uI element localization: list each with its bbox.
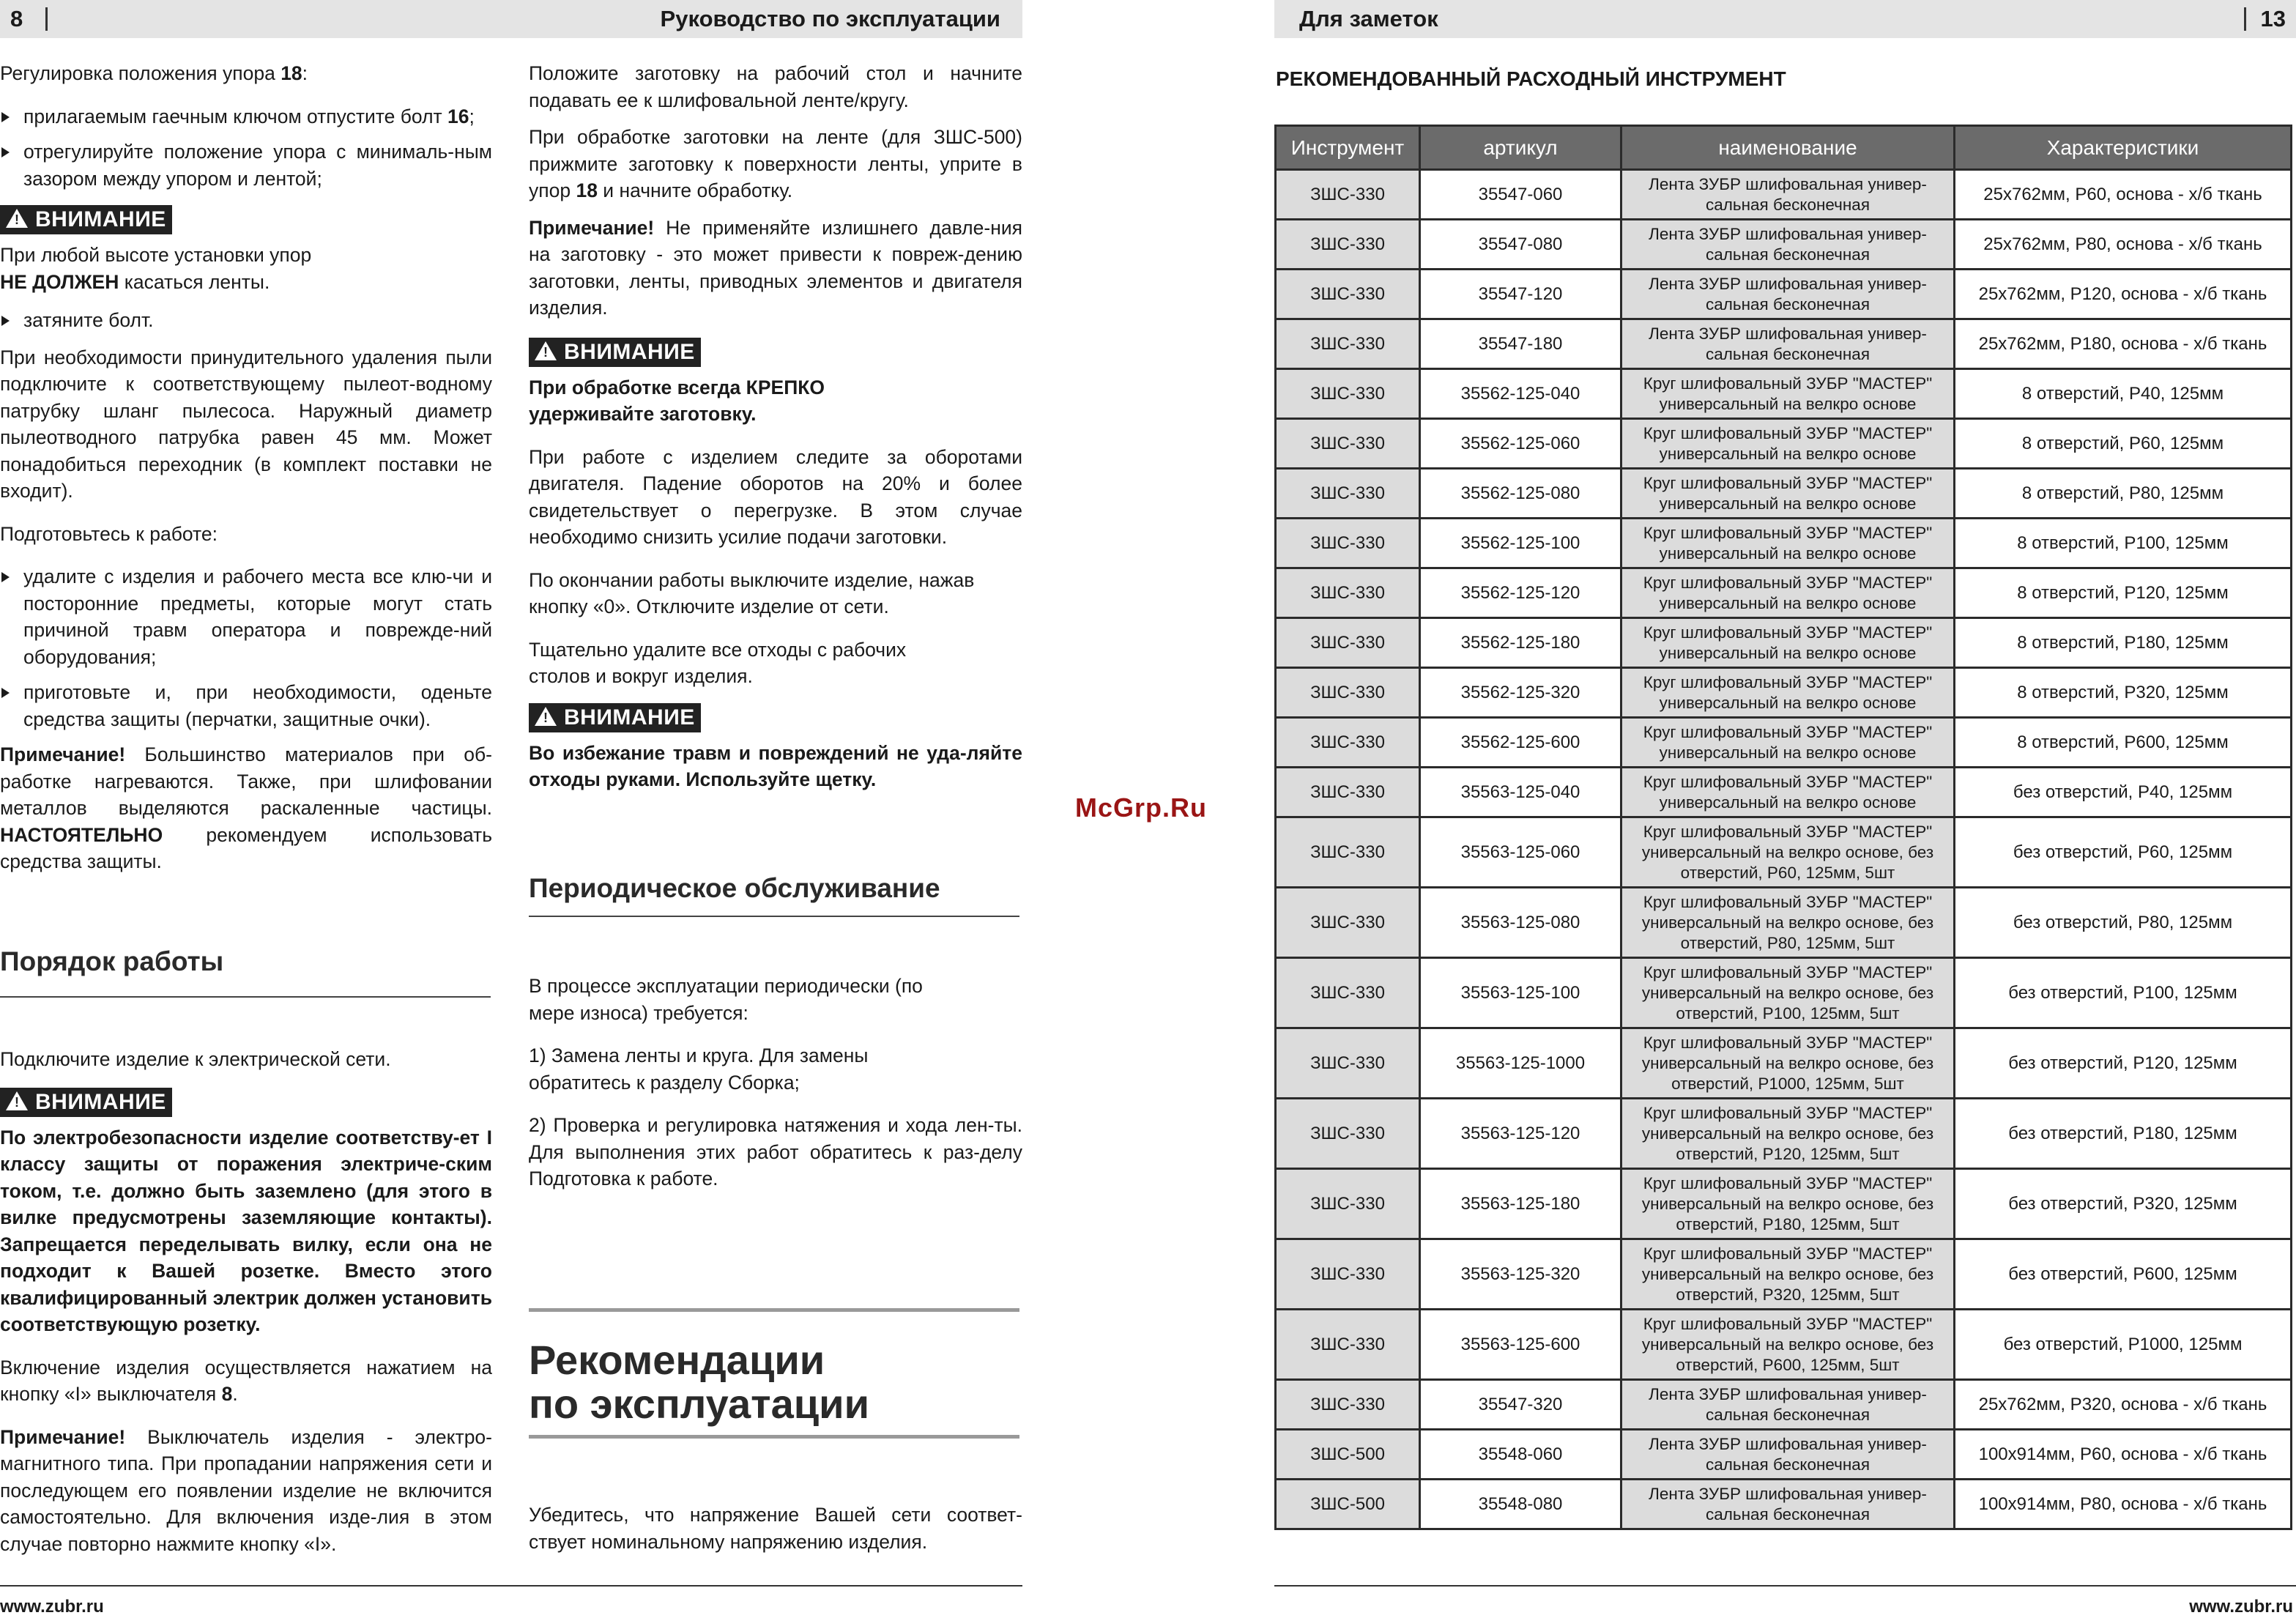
paragraph-prepare: Подготовьтесь к работе: bbox=[0, 522, 218, 545]
table-body bbox=[1276, 170, 2292, 1529]
cell-article: 35547-080 bbox=[1420, 220, 1621, 270]
cell-tool: ЗШС-330 bbox=[1276, 668, 1420, 718]
cell-name: Круг шлифовальный ЗУБР "МАСТЕР" универсальный на велкро основе, без отверстий, P100, 125мм, 5шт bbox=[1621, 958, 1955, 1028]
left-column-1-lower bbox=[0, 1046, 492, 1573]
paragraph: Убедитесь, что напряжение Вашей сети соответ-ствует номинальному напряжению изделия. bbox=[529, 1504, 1022, 1553]
table-row bbox=[1276, 1310, 2292, 1380]
header-divider bbox=[2244, 7, 2246, 31]
cell-name: Круг шлифовальный ЗУБР "МАСТЕР" универсальный на велкро основе, без отверстий, P600, 125мм, 5шт bbox=[1621, 1310, 1955, 1380]
cell-specs: без отверстий, P80, 125мм bbox=[1955, 888, 2292, 958]
cell-name: Круг шлифовальный ЗУБР "МАСТЕР" универсальный на велкро основе bbox=[1621, 768, 1955, 817]
cell-specs: 25х762мм, P60, основа - х/б ткань bbox=[1955, 170, 2292, 220]
cell-article: 35562-125-180 bbox=[1420, 618, 1621, 668]
cell-specs: без отверстий, P40, 125мм bbox=[1955, 768, 2292, 817]
cell-specs: 25х762мм, P120, основа - х/б ткань bbox=[1955, 270, 2292, 319]
cell-name: Лента ЗУБР шлифовальная универ-сальная бесконечная bbox=[1621, 319, 1955, 369]
cell-article: 35562-125-100 bbox=[1420, 519, 1621, 568]
cell-article: 35563-125-100 bbox=[1420, 958, 1621, 1028]
cell-article: 35563-125-320 bbox=[1420, 1239, 1621, 1310]
right-footer-line bbox=[1274, 1585, 2296, 1587]
warning-badge: ! ВНИМАНИЕ bbox=[0, 205, 172, 234]
cell-tool: ЗШС-330 bbox=[1276, 718, 1420, 768]
column-header: Характеристики bbox=[1955, 126, 2292, 170]
paragraph: 1) Замена ленты и круга. Для замены обратитесь к разделу Сборка; bbox=[529, 1044, 869, 1094]
cell-article: 35563-125-1000 bbox=[1420, 1028, 1621, 1099]
cell-name: Круг шлифовальный ЗУБР "МАСТЕР" универсальный на велкро основе bbox=[1621, 469, 1955, 519]
cell-name: Круг шлифовальный ЗУБР "МАСТЕР" универсальный на велкро основе, без отверстий, P180, 125мм, 5шт bbox=[1621, 1169, 1955, 1239]
cell-name: Лента ЗУБР шлифовальная универ-сальная бесконечная bbox=[1621, 220, 1955, 270]
cell-specs: без отверстий, P120, 125мм bbox=[1955, 1028, 2292, 1099]
paragraph: 2) Проверка и регулировка натяжения и хода лен-ты. Для выполнения этих работ обратитесь к раз-делу Подготовка к работе. bbox=[529, 1114, 1022, 1190]
cell-article: 35562-125-120 bbox=[1420, 568, 1621, 618]
paragraph: По окончании работы выключите изделие, нажав кнопку «0». Отключите изделие от сети. bbox=[529, 568, 975, 617]
cell-name: Круг шлифовальный ЗУБР "МАСТЕР" универсальный на велкро основе, без отверстий, P320, 125мм, 5шт bbox=[1621, 1239, 1955, 1310]
cell-article: 35562-125-320 bbox=[1420, 668, 1621, 718]
header-divider bbox=[45, 7, 48, 31]
table-title: РЕКОМЕНДОВАННЫЙ РАСХОДНЫЙ ИНСТРУМЕНТ bbox=[1276, 67, 1786, 90]
table-row bbox=[1276, 1239, 2292, 1310]
warning-triangle-icon: ! bbox=[6, 1091, 28, 1110]
recommendations-text bbox=[529, 1502, 1022, 1571]
cell-article: 35547-320 bbox=[1420, 1380, 1621, 1430]
cell-specs: 8 отверстий, P100, 125мм bbox=[1955, 519, 2292, 568]
table-row bbox=[1276, 568, 2292, 618]
cell-name: Лента ЗУБР шлифовальная универ-сальная бесконечная bbox=[1621, 170, 1955, 220]
cell-name: Круг шлифовальный ЗУБР "МАСТЕР" универсальный на велкро основе, без отверстий, P1000, 125мм, 5шт bbox=[1621, 1028, 1955, 1099]
cell-article: 35563-125-060 bbox=[1420, 817, 1621, 888]
cell-tool: ЗШС-330 bbox=[1276, 1239, 1420, 1310]
table-row bbox=[1276, 170, 2292, 220]
cell-specs: 8 отверстий, P600, 125мм bbox=[1955, 718, 2292, 768]
divider bbox=[529, 1435, 1019, 1439]
cell-name: Лента ЗУБР шлифовальная универ-сальная бесконечная bbox=[1621, 1430, 1955, 1480]
list-item: отрегулируйте положение упора с минималь-ным зазором между упором и лентой; bbox=[0, 138, 492, 192]
cell-tool: ЗШС-330 bbox=[1276, 568, 1420, 618]
cell-specs: 100х914мм, P60, основа - х/б ткань bbox=[1955, 1430, 2292, 1480]
cell-name: Круг шлифовальный ЗУБР "МАСТЕР" универсальный на велкро основе bbox=[1621, 519, 1955, 568]
cell-article: 35547-120 bbox=[1420, 270, 1621, 319]
recommendations-heading bbox=[529, 1308, 1019, 1439]
cell-specs: 25х762мм, P320, основа - х/б ткань bbox=[1955, 1380, 2292, 1430]
note-paragraph: Примечание! Не применяйте излишнего давле-ния на заготовку - это может привести к повреж-дению заготовки, ленты, приводных элементов и двигателя изделия. bbox=[529, 216, 1022, 319]
cell-tool: ЗШС-330 bbox=[1276, 419, 1420, 469]
cell-article: 35563-125-600 bbox=[1420, 1310, 1621, 1380]
cell-specs: 8 отверстий, P80, 125мм bbox=[1955, 469, 2292, 519]
warning-text: По электробезопасности изделие соответству-ет I классу защиты от поражения электриче-ским током, т.е. должно быть заземлено (для этого в вилке предусмотрены заземляющие контакты). Запрещается переделывать вилку, если она не подходит к Вашей розетке. Вместо этого квалифицированный электрик должен установить соответствующую розетку. bbox=[0, 1126, 492, 1335]
table-header-row bbox=[1276, 126, 2292, 170]
right-page-number: 13 bbox=[2260, 6, 2286, 31]
cell-specs: 25х762мм, P180, основа - х/б ткань bbox=[1955, 319, 2292, 369]
cell-name: Круг шлифовальный ЗУБР "МАСТЕР" универсальный на велкро основе, без отверстий, P60, 125мм, 5шт bbox=[1621, 817, 1955, 888]
cell-specs: 8 отверстий, P40, 125мм bbox=[1955, 369, 2292, 419]
cell-specs: без отверстий, P1000, 125мм bbox=[1955, 1310, 2292, 1380]
cell-name: Лента ЗУБР шлифовальная универ-сальная бесконечная bbox=[1621, 1480, 1955, 1529]
warning-triangle-icon: ! bbox=[6, 209, 28, 228]
right-page-header bbox=[1274, 0, 2296, 38]
cell-article: 35563-125-080 bbox=[1420, 888, 1621, 958]
table-row bbox=[1276, 1430, 2292, 1480]
list-item: удалите с изделия и рабочего места все клю-чи и посторонние предметы, которые могут стать причиной травм оператора и поврежде-ний оборудования; bbox=[0, 563, 492, 670]
paragraph-dust: При необходимости принудительного удаления пыли подключите к соответствующему пылеот-водному патрубку шланг пылесоса. Наружный диаметр пылеотводного патрубка равен 45 мм. Может понадобиться переходник (в комплект поставки не входит). bbox=[0, 346, 492, 502]
table-row bbox=[1276, 1099, 2292, 1169]
cell-tool: ЗШС-330 bbox=[1276, 469, 1420, 519]
cell-name: Лента ЗУБР шлифовальная универ-сальная бесконечная bbox=[1621, 270, 1955, 319]
cell-tool: ЗШС-500 bbox=[1276, 1480, 1420, 1529]
cell-article: 35562-125-040 bbox=[1420, 369, 1621, 419]
cell-tool: ЗШС-330 bbox=[1276, 1028, 1420, 1099]
paragraph: При работе с изделием следите за оборотами двигателя. Падение оборотов на 20% и более свидетельствует о перегрузке. В этом случае необходимо снизить усилие подачи заготовки. bbox=[529, 445, 1022, 548]
cell-specs: 8 отверстий, P120, 125мм bbox=[1955, 568, 2292, 618]
cell-specs: 8 отверстий, P320, 125мм bbox=[1955, 668, 2292, 718]
big-title-line-2: по эксплуатации bbox=[529, 1381, 870, 1427]
table-row bbox=[1276, 1169, 2292, 1239]
table-row bbox=[1276, 768, 2292, 817]
cell-tool: ЗШС-330 bbox=[1276, 888, 1420, 958]
warning-text: При обработке всегда КРЕПКО удерживайте заготовку. bbox=[529, 376, 825, 425]
section-order-heading bbox=[0, 945, 491, 998]
divider bbox=[529, 1308, 1019, 1312]
cell-specs: без отверстий, P60, 125мм bbox=[1955, 817, 2292, 888]
table-row bbox=[1276, 519, 2292, 568]
cell-name: Круг шлифовальный ЗУБР "МАСТЕР" универсальный на велкро основе bbox=[1621, 568, 1955, 618]
cell-article: 35563-125-180 bbox=[1420, 1169, 1621, 1239]
table-row bbox=[1276, 270, 2292, 319]
section-service-heading bbox=[529, 872, 1019, 917]
table-row bbox=[1276, 958, 2292, 1028]
paragraph-connect: Подключите изделие к электрической сети. bbox=[0, 1048, 391, 1070]
paragraph: При обработке заготовки на ленте (для ЗШС-500) прижмите заготовку к поверхности ленты, уприте в упор 18 и начните обработку. bbox=[529, 126, 1022, 201]
left-page-number: 8 bbox=[10, 6, 23, 31]
cell-article: 35562-125-600 bbox=[1420, 718, 1621, 768]
cell-tool: ЗШС-330 bbox=[1276, 618, 1420, 668]
table-row bbox=[1276, 817, 2292, 888]
table-row bbox=[1276, 618, 2292, 668]
left-footer-url[interactable]: www.zubr.ru bbox=[0, 1597, 104, 1617]
paragraph: В процессе эксплуатации периодически (по мере износа) требуется: bbox=[529, 975, 923, 1024]
warning-badge: ! ВНИМАНИЕ bbox=[529, 338, 701, 367]
table-row bbox=[1276, 469, 2292, 519]
warning-triangle-icon: ! bbox=[535, 707, 557, 726]
paragraph: Тщательно удалите все отходы с рабочих столов и вокруг изделия. bbox=[529, 638, 907, 687]
column-header: артикул bbox=[1420, 126, 1621, 170]
list-item: приготовьте и, при необходимости, оденьте средства защиты (перчатки, защитные очки). bbox=[0, 679, 492, 732]
left-column-2 bbox=[529, 60, 1022, 809]
warning-badge: ! ВНИМАНИЕ bbox=[0, 1088, 172, 1117]
cell-specs: без отверстий, P180, 125мм bbox=[1955, 1099, 2292, 1169]
table-row bbox=[1276, 668, 2292, 718]
cell-specs: без отверстий, P320, 125мм bbox=[1955, 1169, 2292, 1239]
cell-tool: ЗШС-330 bbox=[1276, 1380, 1420, 1430]
cell-tool: ЗШС-330 bbox=[1276, 958, 1420, 1028]
cell-name: Круг шлифовальный ЗУБР "МАСТЕР" универсальный на велкро основе, без отверстий, P80, 125мм, 5шт bbox=[1621, 888, 1955, 958]
big-title-line-1: Рекомендации bbox=[529, 1337, 825, 1383]
cell-specs: без отверстий, P100, 125мм bbox=[1955, 958, 2292, 1028]
cell-name: Круг шлифовальный ЗУБР "МАСТЕР" универсальный на велкро основе bbox=[1621, 668, 1955, 718]
cell-article: 35548-080 bbox=[1420, 1480, 1621, 1529]
right-header-title: Для заметок bbox=[1299, 6, 1438, 31]
note-paragraph: Примечание! Выключатель изделия - электро-магнитного типа. При пропадании напряжения сети и последующем его появлении изделие не включится самостоятельно. Для включения изде-лия в этом случае повторно нажмите кнопку «I». bbox=[0, 1425, 492, 1555]
cell-article: 35548-060 bbox=[1420, 1430, 1621, 1480]
cell-name: Круг шлифовальный ЗУБР "МАСТЕР" универсальный на велкро основе, без отверстий, P120, 125мм, 5шт bbox=[1621, 1099, 1955, 1169]
cell-article: 35563-125-120 bbox=[1420, 1099, 1621, 1169]
cell-name: Круг шлифовальный ЗУБР "МАСТЕР" универсальный на велкро основе bbox=[1621, 369, 1955, 419]
column-header: Инструмент bbox=[1276, 126, 1420, 170]
table-row bbox=[1276, 220, 2292, 270]
note-paragraph: Примечание! Большинство материалов при об-работке нагреваются. Также, при шлифовании металлов выделяются раскаленные частицы. НАСТОЯТЕЛЬНО рекомендуем использовать средства защиты. bbox=[0, 743, 492, 872]
cell-tool: ЗШС-330 bbox=[1276, 817, 1420, 888]
cell-specs: 8 отверстий, P60, 125мм bbox=[1955, 419, 2292, 469]
cell-name: Круг шлифовальный ЗУБР "МАСТЕР" универсальный на велкро основе bbox=[1621, 718, 1955, 768]
cell-article: 35547-180 bbox=[1420, 319, 1621, 369]
paragraph: Положите заготовку на рабочий стол и начните подавать ее к шлифовальной ленте/кругу. bbox=[529, 62, 1022, 111]
cell-tool: ЗШС-330 bbox=[1276, 1169, 1420, 1239]
cell-tool: ЗШС-330 bbox=[1276, 768, 1420, 817]
table-row bbox=[1276, 718, 2292, 768]
cell-tool: ЗШС-500 bbox=[1276, 1430, 1420, 1480]
cell-tool: ЗШС-330 bbox=[1276, 319, 1420, 369]
cell-tool: ЗШС-330 bbox=[1276, 220, 1420, 270]
warning-text: При любой высоте установки упор НЕ ДОЛЖЕН касаться ленты. bbox=[0, 244, 312, 293]
table-row bbox=[1276, 319, 2292, 369]
cell-name: Круг шлифовальный ЗУБР "МАСТЕР" универсальный на велкро основе bbox=[1621, 618, 1955, 668]
paragraph: Регулировка положения упора 18: bbox=[0, 62, 308, 84]
section-title: Периодическое обслуживание bbox=[529, 872, 1019, 917]
list-item: затяните болт. bbox=[0, 307, 492, 334]
cell-specs: 25х762мм, P80, основа - х/б ткань bbox=[1955, 220, 2292, 270]
consumables-table bbox=[1274, 125, 2292, 1530]
cell-name: Круг шлифовальный ЗУБР "МАСТЕР" универсальный на велкро основе bbox=[1621, 419, 1955, 469]
left-column-1 bbox=[0, 60, 492, 891]
cell-article: 35562-125-080 bbox=[1420, 469, 1621, 519]
service-text bbox=[529, 973, 1022, 1209]
cell-article: 35547-060 bbox=[1420, 170, 1621, 220]
paragraph-switch: Включение изделия осуществляется нажатием на кнопку «I» выключателя 8. bbox=[0, 1356, 492, 1405]
warning-text: Во избежание травм и повреждений не уда-ляйте отходы руками. Используйте щетку. bbox=[529, 741, 1022, 790]
table-row bbox=[1276, 888, 2292, 958]
cell-tool: ЗШС-330 bbox=[1276, 1310, 1420, 1380]
column-header: наименование bbox=[1621, 126, 1955, 170]
left-page-header bbox=[0, 0, 1022, 38]
right-footer-url[interactable]: www.zubr.ru bbox=[2189, 1597, 2293, 1617]
table-row bbox=[1276, 1480, 2292, 1529]
table-row bbox=[1276, 1380, 2292, 1430]
left-header-title: Руководство по эксплуатации bbox=[660, 6, 1000, 31]
cell-tool: ЗШС-330 bbox=[1276, 369, 1420, 419]
cell-specs: без отверстий, P600, 125мм bbox=[1955, 1239, 2292, 1310]
table-row bbox=[1276, 369, 2292, 419]
warning-triangle-icon: ! bbox=[535, 341, 557, 360]
cell-article: 35562-125-060 bbox=[1420, 419, 1621, 469]
watermark: McGrp.Ru bbox=[1075, 793, 1208, 823]
cell-tool: ЗШС-330 bbox=[1276, 519, 1420, 568]
left-footer-line bbox=[0, 1585, 1022, 1587]
cell-tool: ЗШС-330 bbox=[1276, 270, 1420, 319]
cell-article: 35563-125-040 bbox=[1420, 768, 1621, 817]
cell-specs: 100х914мм, P80, основа - х/б ткань bbox=[1955, 1480, 2292, 1529]
warning-badge: ! ВНИМАНИЕ bbox=[529, 703, 701, 732]
cell-name: Лента ЗУБР шлифовальная универ-сальная бесконечная bbox=[1621, 1380, 1955, 1430]
section-title: Порядок работы bbox=[0, 945, 491, 998]
cell-tool: ЗШС-330 bbox=[1276, 170, 1420, 220]
list-item: прилагаемым гаечным ключом отпустите болт 16; bbox=[0, 103, 492, 130]
table-row bbox=[1276, 1028, 2292, 1099]
cell-tool: ЗШС-330 bbox=[1276, 1099, 1420, 1169]
cell-specs: 8 отверстий, P180, 125мм bbox=[1955, 618, 2292, 668]
table-row bbox=[1276, 419, 2292, 469]
